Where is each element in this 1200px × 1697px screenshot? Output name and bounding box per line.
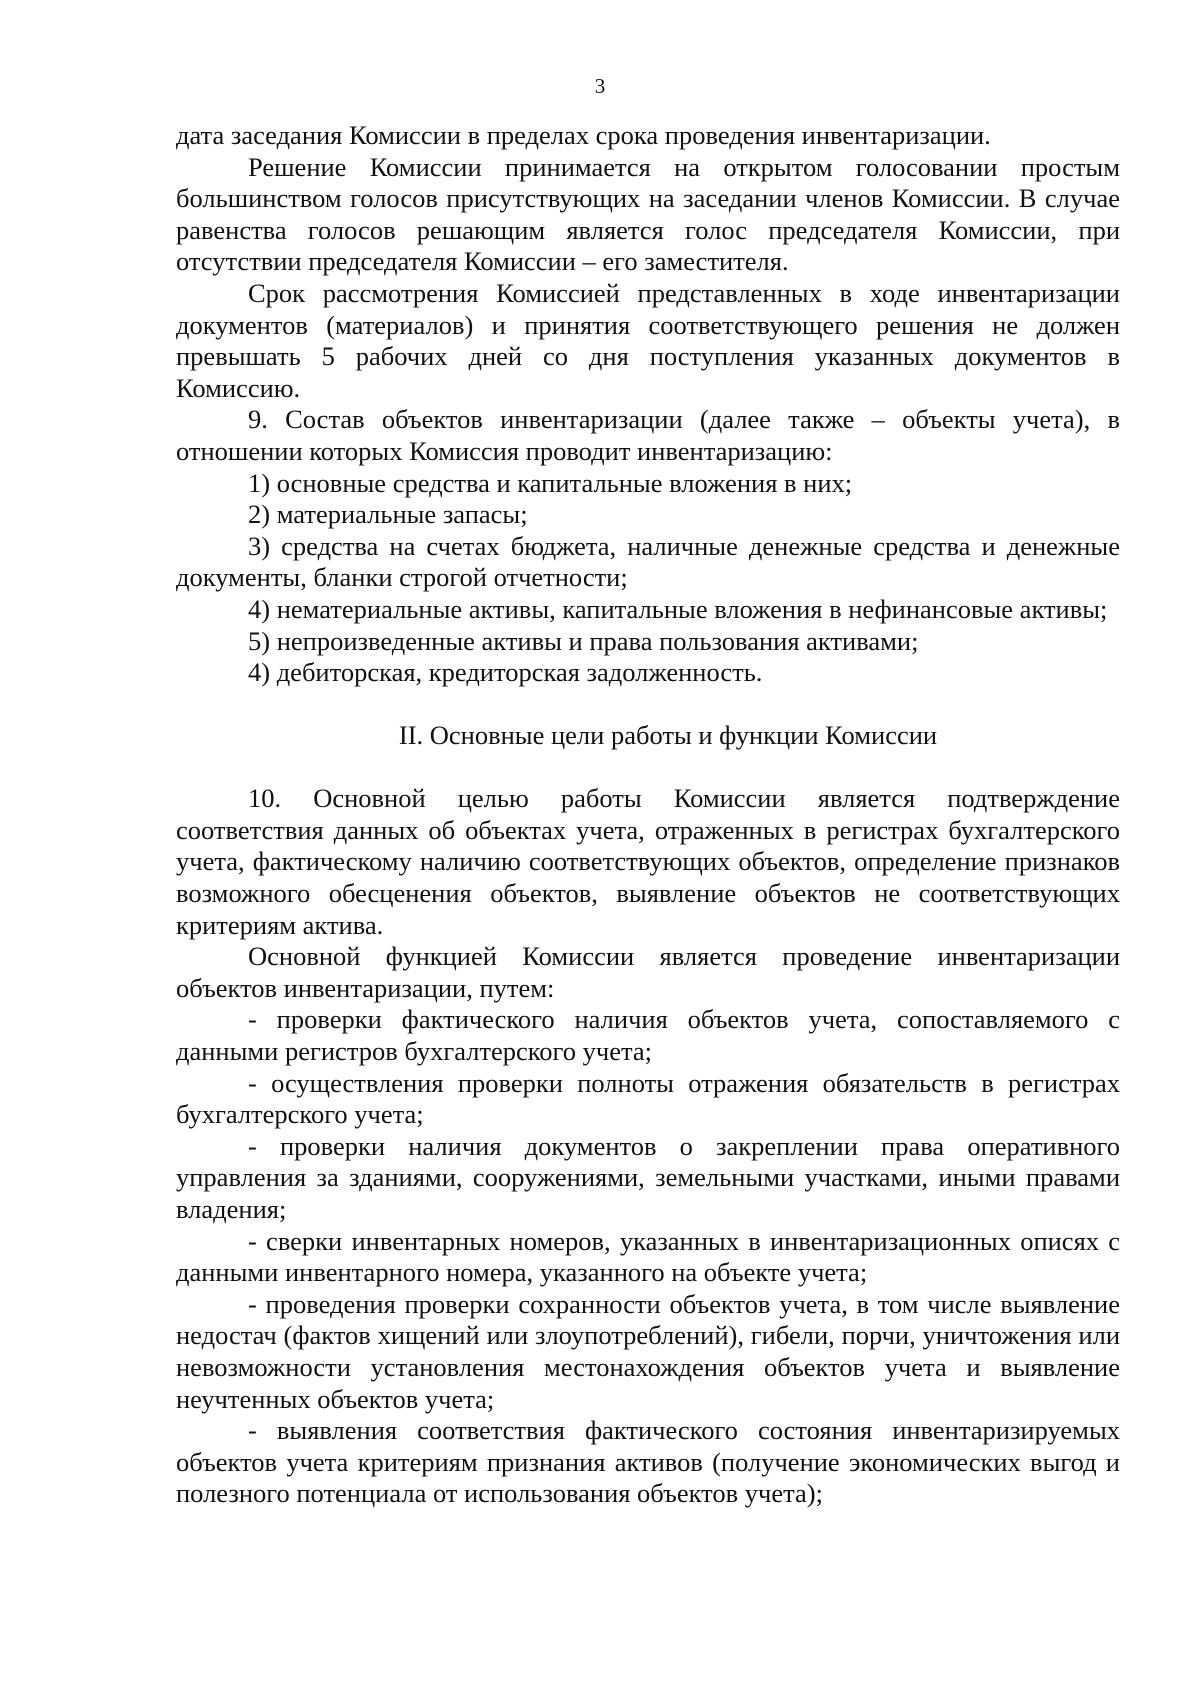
list-item-check-documents: - проверки наличия документов о закреплении права оперативного управления за зданиями, сооружениями, земельными участками, иными правами владения; <box>176 1130 1120 1224</box>
paragraph-commission-decision: Решение Комиссии принимается на открытом голосовании простым большинством голосов присутствующих на заседании членов Комиссии. В случае равенства голосов решающим является голос председателя Комиссии, при отсутствии председателя Комиссии – его заместителя. <box>176 151 1120 277</box>
document-body <box>176 120 1120 1510</box>
list-item-fixed-assets: 1) основные средства и капитальные вложения в них; <box>248 467 853 498</box>
paragraph-item-10: 10. Основной целью работы Комиссии является подтверждение соответствия данных об объектах учета, отраженных в регистрах бухгалтерского учета, фактическому наличию соответствующих объектов, определение признаков возможного обесценения объектов, выявление объектов не соответствующих критериям актива. <box>176 783 1120 940</box>
list-item-asset-criteria: - выявления соответствия фактического состояния инвентаризируемых объектов учета критериям признания активов (получение экономических выгод и полезного потенциала от использования объектов учета); <box>176 1415 1120 1509</box>
paragraph-main-function: Основной функцией Комиссии является проведение инвентаризации объектов инвентаризации, путем: <box>176 941 1120 1003</box>
list-item-funds: 3) средства на счетах бюджета, наличные денежные средства и денежные документы, бланки строгой отчетности; <box>176 530 1120 593</box>
page-number: 3 <box>594 74 606 98</box>
list-item-safety-check: - проведения проверки сохранности объектов учета, в том числе выявление недостач (фактов хищений или злоупотреблений), гибели, порчи, уничтожения или невозможности установления местонахождения объектов учета и выявление неучтенных объектов учета; <box>176 1288 1120 1414</box>
list-item-receivables: 4) дебиторская, кредиторская задолженность. <box>248 657 763 688</box>
paragraph-review-term: Срок рассмотрения Комиссией представленных в ходе инвентаризации документов (материалов) и принятия соответствующего решения не должен превышать 5 рабочих дней со дня поступления указанных документов в Комиссию. <box>176 277 1120 403</box>
paragraph-commission-meeting-date: дата заседания Комиссии в пределах срока проведения инвентаризации. <box>176 120 991 150</box>
list-item-check-obligations: - осуществления проверки полноты отражения обязательств в регистрах бухгалтерского учета; <box>176 1067 1120 1130</box>
list-item-material-reserves: 2) материальные запасы; <box>248 499 528 530</box>
list-item-check-presence: - проверки фактического наличия объектов учета, сопоставляемого с данными регистров бухгалтерского учета; <box>176 1004 1120 1067</box>
paragraph-item-9: 9. Состав объектов инвентаризации (далее также – объекты учета), в отношении которых Комиссия проводит инвентаризацию: <box>176 404 1120 466</box>
section-heading: II. Основные цели работы и функции Комиссии <box>398 719 938 750</box>
list-item-intangible-assets: 4) нематериальные активы, капитальные вложения в нефинансовые активы; <box>248 593 1108 624</box>
list-item-inventory-numbers: - сверки инвентарных номеров, указанных в инвентаризационных описях с данными инвентарного номера, указанного на объекте учета; <box>176 1225 1120 1288</box>
list-item-non-produced-assets: 5) непроизведенные активы и права пользования активами; <box>248 625 919 656</box>
